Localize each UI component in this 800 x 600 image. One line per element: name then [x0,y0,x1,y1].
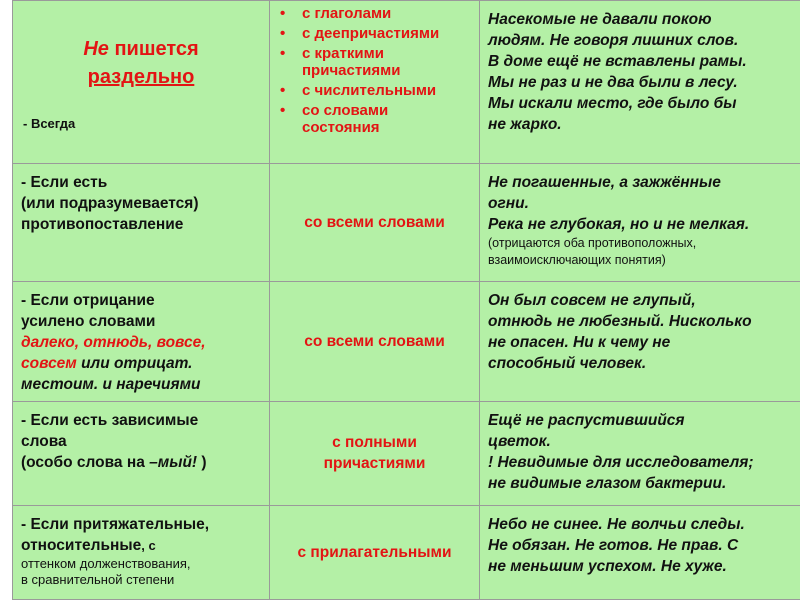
list-item: • с краткими причастиями [280,45,401,79]
rule-line: или отрицат. [76,354,193,372]
examples-cell [480,1,800,164]
example-line: Не обязан. Не готов. Не прав. С [488,536,739,554]
list-item: • с деепричастиями [280,25,440,42]
example-line: Насекомые не давали покою [488,11,712,28]
rule-line: усилено словами [21,312,156,330]
example-line: не видимые глазом бактерии. [488,475,727,493]
rule-line-red: далеко, отнюдь, вовсе, [21,333,206,351]
rule-cell [13,163,270,281]
example-line: отнюдь не любезный. Нисколько [488,312,752,330]
example-line: В доме ещё не вставлены рамы. [488,53,747,70]
applies-label: с прилагательными [297,543,452,561]
example-line: не меньшим успехом. Не хуже. [488,557,727,575]
heading-line2: раздельно [87,66,195,88]
applies-label: со всеми словами [304,333,445,351]
example-line: Он был совсем не глупый, [488,291,696,309]
applies-cell [270,163,480,281]
rule-line: местоим. и наречиями [21,375,201,393]
heading [21,35,261,91]
example-line: Река не глубокая, но и не мелкая. [488,215,750,233]
applies-label: с полными причастиями [323,434,426,473]
list-item: • с числительными [280,82,437,99]
heading-ne: Не [83,38,109,60]
example-line: Небо не синее. Не волчьи следы. [488,515,745,533]
rule-cell [13,505,270,599]
always-label: - Всегда [23,116,76,131]
rule-line: (особо слова на [21,454,150,472]
rule-cell [13,402,270,505]
rule-line: (или подразумевается) [21,194,199,212]
example-line: способный человек. [488,354,647,372]
example-line: Не погашенные, а зажжённые [488,173,721,191]
applies-label: со всеми словами [304,213,445,231]
example-line: людям. Не говоря лишних слов. [488,32,739,49]
example-line: цветок. [488,433,551,451]
rule-line: , с [141,537,156,553]
applies-cell [270,402,480,505]
note-line: взаимоисключающих понятия) [488,252,666,267]
rule-line: ) [197,454,207,472]
table-row [13,505,800,599]
table-row [13,402,800,505]
heading-rest: пишется [108,38,199,60]
example-line: не опасен. Ни к чему не [488,333,671,351]
rule-small-line: в сравнительной степени [21,571,175,587]
rule-line: слова [21,433,67,451]
rule-line: относительные [21,536,142,554]
rule-line: - Если притяжательные, [21,515,210,533]
rule-line: противопоставление [21,215,184,233]
examples-cell [480,163,800,281]
example-line: Мы искали место, где было бы [488,95,737,112]
rule-word-red: совсем [21,354,77,372]
list-item: • с глаголами [280,5,392,22]
rule-suffix: –мый! [149,454,198,472]
rule-small-line: оттенком долженствования, [21,555,191,571]
table-row [13,281,800,401]
rule-line: - Если есть зависимые [21,412,199,430]
examples-cell [480,402,800,505]
table-row [13,163,800,281]
note-line: (отрицаются оба противоположных, [488,235,697,250]
example-line: Ещё не распустившийся [488,412,685,430]
rule-line: - Если есть [21,173,108,191]
rules-table [12,0,800,600]
example-line: Мы не раз и не два были в лесу. [488,74,738,91]
rule-cell [13,281,270,401]
rule-line: - Если отрицание [21,291,155,309]
example-line: ! Невидимые для исследователя; [488,454,754,472]
word-type-list [270,5,479,136]
example-line: огни. [488,194,529,212]
applies-cell [270,1,480,164]
table-row [13,1,800,164]
applies-cell [270,281,480,401]
list-item: • со словами состояния [280,102,389,136]
rule-cell [13,1,270,164]
example-line: не жарко. [488,116,562,133]
examples-cell [480,281,800,401]
examples-cell [480,505,800,599]
applies-cell [270,505,480,599]
